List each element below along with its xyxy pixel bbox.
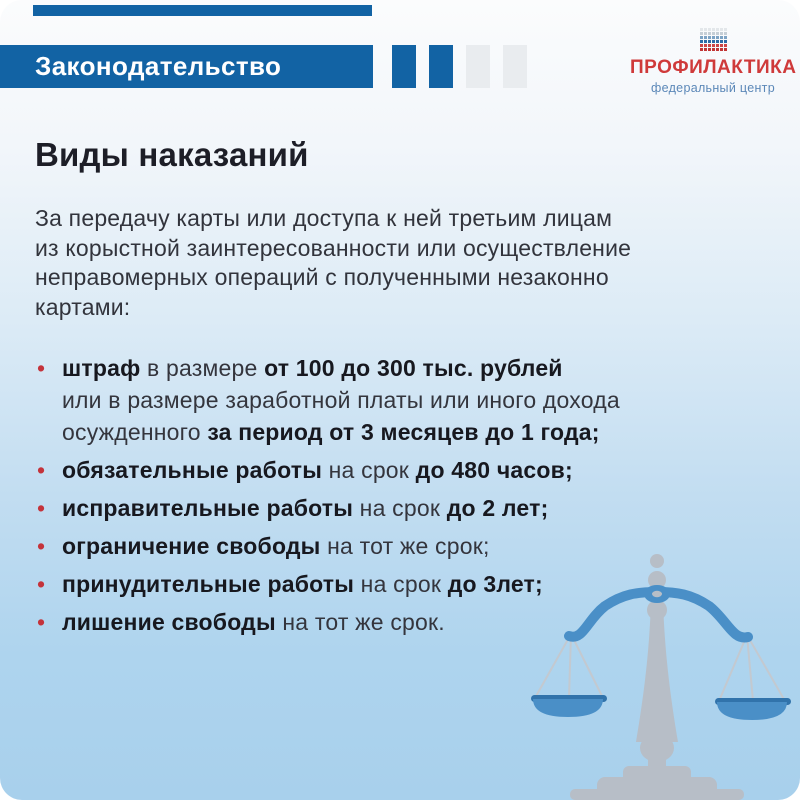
bullet-item: • штраф в размере от 100 до 300 тыс. рублей или в размере заработной платы или иного дохода осужденного за период от 3 месяцев до 1 года; [35,352,715,448]
bullet-item: • лишение свободы на тот же срок. [35,606,715,638]
header-square [466,45,490,88]
logo-name: ПРОФИЛАКТИКА [630,57,797,78]
intro-line: неправомерных операций с полученными незаконно [35,264,609,290]
header-square [429,45,453,88]
intro-paragraph [35,204,725,322]
header-bar [0,45,373,88]
bullet-item: • принудительные работы на срок до 3лет; [35,568,715,600]
intro-line: За передачу карты или доступа к ней третьим лицам [35,205,613,231]
profilaktika-logo [630,28,796,95]
intro-line: картами: [35,293,131,320]
bullet-item: • исправительные работы на срок до 2 лет; [35,492,715,524]
logo-pixel-grid-icon [700,28,727,51]
bullet-item: • ограничение свободы на тот же срок; [35,530,715,562]
punishments-list [35,352,715,644]
header-square [392,45,416,88]
header-square [503,45,527,88]
bullet-item: • обязательные работы на срок до 480 часов; [35,454,715,486]
intro-line: из корыстной заинтересованности или осуществление [35,234,632,261]
top-accent-strip [33,5,372,16]
header-squares [392,45,527,88]
logo-subtitle: федеральный центр [651,81,775,95]
header-title: Законодательство [35,51,282,81]
page-title: Виды наказаний [35,136,309,173]
